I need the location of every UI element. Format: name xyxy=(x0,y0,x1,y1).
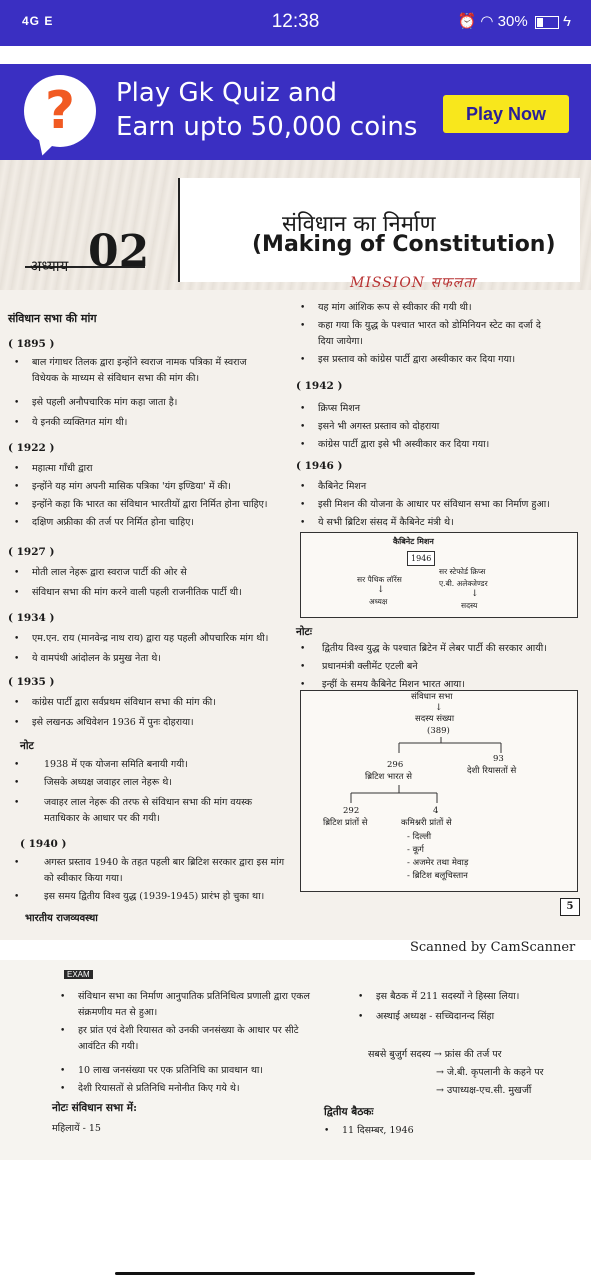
diagram-value: 292 xyxy=(343,806,360,816)
text-line: द्वितीय बैठकः xyxy=(324,1106,374,1118)
text-line: इन्हीं के समय कैबिनेट मिशन भारत आया। xyxy=(322,679,465,690)
text-line: दक्षिण अफ्रीका की तर्ज पर निर्मित होना चाहिए। xyxy=(32,517,195,528)
year-1895: ( 1895 ) xyxy=(8,338,55,350)
chapter-label: अध्याय xyxy=(30,257,69,275)
constituent-assembly-diagram: संविधान सभा ↓ सदस्य संख्या (389) 296 ब्रिटिश भारत से 93 देशी रियासतों से 292 ब्रिटिश प्रांतों से 4 कमिश्नरी प्रांतों से - दिल्ली - कूर्ग - अजमेर तथा मेवाड़ - ब्रिटिश बलूचिस्तान xyxy=(300,690,578,892)
charging-icon: ϟ xyxy=(563,13,571,30)
text-line: इन्होंने यह मांग अपनी मासिक पत्रिका 'यंग इण्डिया' में की। xyxy=(32,481,231,492)
title-hindi: संविधान का निर्माण xyxy=(282,212,436,237)
diagram-node: सर पैथिक लॉरेंस xyxy=(357,575,402,584)
text-line: इन्होंने कहा कि भारत का संविधान भारतीयों द्वारा निर्मित होना चाहिए। xyxy=(32,499,268,510)
text-line: कांग्रेस पार्टी द्वारा इसे भी अस्वीकार कर दिया गया। xyxy=(318,439,490,450)
text-line: इसी मिशन की योजना के आधार पर संविधान सभा का निर्माण हुआ। xyxy=(318,499,550,510)
text-line: सबसे बुजुर्ग सदस्य → फ्रांस की तर्ज पर xyxy=(368,1049,502,1060)
diagram-node: देशी रियासतों से xyxy=(467,766,517,776)
year-1935: ( 1935 ) xyxy=(8,676,55,688)
diagram-node: सर स्टेफोर्ड क्रिप्स xyxy=(439,567,486,576)
text-line: अस्थाई अध्यक्ष - सच्चिदानन्द सिंहा xyxy=(376,1011,495,1022)
year-1940: ( 1940 ) xyxy=(20,838,67,850)
mission-stamp: MISSION सफलता xyxy=(350,275,476,291)
scanned-page: अध्याय 02 संविधान का निर्माण (Making of Constitution) MISSION सफलता संविधान सभा की मांग ( 1895 ) • बाल गंगाधर तिलक द्वारा इन्होंने स्वराज नामक पत्रिका में स्वराज विधेयक के माध्यम से संविधान सभा की मांग की। • इसे पहली अनौपचारिक मांग कहा जाता है। • ये इनकी व्यक्तिगत मांग थी। ( 1922 ) • महात्मा गाँधी द्वारा • इन्होंने यह मांग अपनी मासिक पत्रिका 'यंग इण्डिया' में की। • इन्होंने कहा कि भारत का संविधान भारतीयों द्वारा निर्मित होना चाहिए। • दक्षिण अफ्रीका की तर्ज पर निर्मित होना चाहिए। ( 1927 ) • मोती लाल नेहरू द्वारा स्वराज पार्टी की ओर से • संविधान सभा की मांग करने वाली पहली राजनीतिक पार्टी थी। ( 1934 ) • एम.एन. राय (मानवेन्द्र नाथ राय) द्वारा यह पहली औपचारिक मांग थी। • ये वामपंथी आंदोलन के प्रमुख नेता थे। ( 1935 ) • कांग्रेस पार्टी द्वारा सर्वप्रथम संविधान सभा की मांग की। • इसे लखनऊ अधिवेशन 1936 में पुनः दोहराया। नोट • 1938 में एक योजना समिति बनायी गयी। • जिसके अध्यक्ष जवाहर लाल नेहरू थे। • जवाहर लाल नेहरू की तरफ से संविधान सभा की मांग वयस्क मताधिकार के आधार पर की गयी। ( 1940 ) • अगस्त प्रस्ताव 1940 के तहत पहली बार ब्रिटिश सरकार द्वारा इस मांग को स्वीकार किया गया। • इस समय द्वितीय विश्व युद्ध (1939-1945) प्रारंभ हो चुका था। भारतीय राजव्यवस्था • यह मांग आंशिक रूप से स्वीकार की गयी थी। • कहा गया कि युद्ध के पश्चात भारत को डोमिनियन स्टेट का दर्जा दे दिया जायेगा। • इस प्रस्ताव को कांग्रेस पार्टी द्वारा अस्वीकार कर दिया गया। ( 1942 ) • क्रिप्स मिशन • इसने भी अगस्त प्रस्ताव को दोहराया • कांग्रेस पार्टी द्वारा इसे भी अस्वीकार कर दिया गया। ( 1946 ) • कैबिनेट मिशन • इसी मिशन की योजना के आधार पर संविधान सभा का निर्माण हुआ। • ये सभी ब्रिटिश संसद में कैबिनेट मंत्री थे। कैबिनेट मिशन 1946 सर पैथिक लॉरेंस ↓ अध्यक्ष सर स्टेफोर्ड क्रिप्स ए.बी. अलेक्जेण्डर ↓ सदस्य नोटः • द्वितीय विश्व युद्ध के पश्चात ब्रिटेन में लेबर पार्टी की सरकार आयी। • प्रधानमंत्री क्लीमेंट एटली बने • इन्हीं के समय कैबिनेट मिशन भारत आया। संविधान सभा ↓ सदस्य संख्या (389) 296 ब्रिटिश भारत से 93 देशी रियासतों से 292 ब्रिटिश प्रांतों से 4 कमिश्नरी प्रांतों से - दिल्ली - कूर्ग - अजमेर तथा मेवाड़ - ब्रिटिश बलूचिस्तान 5 xyxy=(0,160,591,940)
text-line: बाल गंगाधर तिलक द्वारा इन्होंने स्वराज नामक पत्रिका में स्वराज xyxy=(32,357,247,368)
play-now-button[interactable]: Play Now xyxy=(443,95,569,133)
text-line: 10 लाख जनसंख्या पर एक प्रतिनिधि का प्रावधान था। xyxy=(78,1065,263,1076)
wifi-icon: ◠ xyxy=(480,13,494,30)
diagram-node: ब्रिटिश भारत से xyxy=(365,772,412,782)
text-line: आवंटित की गयी। xyxy=(78,1041,139,1052)
page-number: 5 xyxy=(560,898,580,916)
note-heading: नोटः xyxy=(296,626,312,638)
text-line: इसने भी अगस्त प्रस्ताव को दोहराया xyxy=(318,421,440,432)
text-line: कैबिनेट मिशन xyxy=(318,481,367,492)
title-english: (Making of Constitution) xyxy=(252,232,556,257)
diagram-value: 296 xyxy=(387,760,404,770)
text-line: यह मांग आंशिक रूप से स्वीकार की गयी थी। xyxy=(318,302,472,313)
diagram-node: ए.बी. अलेक्जेण्डर xyxy=(439,579,488,588)
chapter-header xyxy=(0,160,591,290)
diagram-title: संविधान सभा xyxy=(411,692,453,702)
diagram-item: - ब्रिटिश बलूचिस्तान xyxy=(407,871,468,881)
scanner-watermark: Scanned by CamScanner xyxy=(410,940,576,955)
text-line: संविधान सभा की मांग करने वाली पहली राजनीतिक पार्टी थी। xyxy=(32,587,242,598)
diagram-value: (389) xyxy=(427,726,450,736)
status-right xyxy=(458,12,571,30)
chapter-number: 02 xyxy=(88,226,150,277)
question-mark-icon: ? xyxy=(24,75,96,147)
diagram-node: सदस्य संख्या xyxy=(415,714,455,724)
text-line: 11 दिसम्बर, 1946 xyxy=(342,1125,414,1136)
text-line: → उपाध्यक्ष-एच.सी. मुखर्जी xyxy=(436,1085,532,1096)
text-line: को स्वीकार किया गया। xyxy=(44,873,123,884)
text-line: अगस्त प्रस्ताव 1940 के तहत पहली बार ब्रिटिश सरकार द्वारा इस मांग xyxy=(44,857,285,868)
year-1922: ( 1922 ) xyxy=(8,442,55,454)
text-line: जवाहर लाल नेहरू की तरफ से संविधान सभा की मांग वयस्क xyxy=(44,797,253,808)
text-line: इस बैठक में 211 सदस्यों ने हिस्सा लिया। xyxy=(376,991,520,1002)
text-line: संविधान सभा का निर्माण आनुपातिक प्रतिनिधित्व प्रणाली द्वारा एकल xyxy=(78,991,310,1002)
text-line: मोती लाल नेहरू द्वारा स्वराज पार्टी की ओर से xyxy=(32,567,187,578)
ad-line-2: Earn upto 50,000 coins xyxy=(116,112,418,142)
ad-text xyxy=(116,76,417,144)
year-1927: ( 1927 ) xyxy=(8,546,55,558)
text-line: एम.एन. राय (मानवेन्द्र नाथ राय) द्वारा यह पहली औपचारिक मांग थी। xyxy=(32,633,269,644)
diagram-item: - दिल्ली xyxy=(407,832,432,842)
diagram-item: - कूर्ग xyxy=(407,845,424,855)
diagram-node: अध्यक्ष xyxy=(369,597,388,606)
scanned-page-2: EXAM • संविधान सभा का निर्माण आनुपातिक प्रतिनिधित्व प्रणाली द्वारा एकल संक्रमणीय मत से हुआ। • हर प्रांत एवं देशी रियासत को उनकी जनसंख्या के आधार पर सीटे आवंटित की गयी। • 10 लाख जनसंख्या पर एक प्रतिनिधि का प्रावधान था। • देशी रियासतों से प्रतिनिधि मनोनीत किए गये थे। नोटः संविधान सभा में: महिलायें - 15 • इस बैठक में 211 सदस्यों ने हिस्सा लिया। • अस्थाई अध्यक्ष - सच्चिदानन्द सिंहा सबसे बुजुर्ग सदस्य → फ्रांस की तर्ज पर → जे.बी. कृपलानी के कहने पर → उपाध्यक्ष-एच.सी. मुखर्जी द्वितीय बैठकः • 11 दिसम्बर, 1946 xyxy=(0,960,591,1160)
text-line: 1938 में एक योजना समिति बनायी गयी। xyxy=(44,759,188,770)
cabinet-mission-diagram: कैबिनेट मिशन 1946 सर पैथिक लॉरेंस ↓ अध्यक्ष सर स्टेफोर्ड क्रिप्स ए.बी. अलेक्जेण्डर ↓ सदस्य xyxy=(300,532,578,618)
note-heading: नोट xyxy=(20,740,34,752)
status-bar xyxy=(0,0,591,46)
diagram-node: ब्रिटिश प्रांतों से xyxy=(323,818,368,828)
battery-percent: 30% xyxy=(497,13,528,30)
battery-icon xyxy=(535,16,559,29)
text-line: कहा गया कि युद्ध के पश्चात भारत को डोमिनियन स्टेट का दर्जा दे xyxy=(318,320,541,331)
diagram-node: कमिश्नरी प्रांतों से xyxy=(401,818,452,828)
diagram-item: - अजमेर तथा मेवाड़ xyxy=(407,858,469,868)
text-line: महात्मा गाँधी द्वारा xyxy=(32,463,93,474)
text-line: प्रधानमंत्री क्लीमेंट एटली बने xyxy=(322,661,418,672)
text-line: द्वितीय विश्व युद्ध के पश्चात ब्रिटेन में लेबर पार्टी की सरकार आयी। xyxy=(322,643,547,654)
text-line: क्रिप्स मिशन xyxy=(318,403,361,414)
text-line: ये वामपंथी आंदोलन के प्रमुख नेता थे। xyxy=(32,653,161,664)
diagram-title: कैबिनेट मिशन xyxy=(393,536,434,546)
diagram-value: 93 xyxy=(493,754,504,764)
text-line: संक्रमणीय मत से हुआ। xyxy=(78,1007,158,1018)
clock: 12:38 xyxy=(271,11,320,32)
text-line: जिसके अध्यक्ष जवाहर लाल नेहरू थे। xyxy=(44,777,172,788)
exam-tag: EXAM xyxy=(64,970,93,979)
text-line: दिया जायेगा। xyxy=(318,336,363,347)
text-line: इसे पहली अनौपचारिक मांग कहा जाता है। xyxy=(32,397,178,408)
text-line: कांग्रेस पार्टी द्वारा सर्वप्रथम संविधान सभा की मांग की। xyxy=(32,697,216,708)
text-line: मताधिकार के आधार पर की गयी। xyxy=(44,813,160,824)
ad-banner[interactable] xyxy=(0,64,591,160)
text-line: विधेयक के माध्यम से संविधान सभा की मांग की। xyxy=(32,373,200,384)
text-line: → जे.बी. कृपलानी के कहने पर xyxy=(436,1067,544,1078)
text-line: ये सभी ब्रिटिश संसद में कैबिनेट मंत्री थे। xyxy=(318,517,454,528)
diagram-year: 1946 xyxy=(407,551,435,566)
home-gesture-bar[interactable] xyxy=(115,1272,475,1275)
page-footer: भारतीय राजव्यवस्था xyxy=(25,913,98,924)
ad-line-1: Play Gk Quiz and xyxy=(116,78,337,108)
diagram-value: 4 xyxy=(433,806,439,816)
text-line: हर प्रांत एवं देशी रियासत को उनकी जनसंख्या के आधार पर सीटे xyxy=(78,1025,299,1036)
text-line: इसे लखनऊ अधिवेशन 1936 में पुनः दोहराया। xyxy=(32,717,194,728)
note-heading: नोटः संविधान सभा में: xyxy=(52,1102,137,1114)
year-1934: ( 1934 ) xyxy=(8,612,55,624)
text-line: इस प्रस्ताव को कांग्रेस पार्टी द्वारा अस्वीकार कर दिया गया। xyxy=(318,354,516,365)
section-heading: संविधान सभा की मांग xyxy=(8,312,97,325)
text-line: महिलायें - 15 xyxy=(52,1123,101,1134)
alarm-icon: ⏰ xyxy=(457,13,477,30)
text-line: देशी रियासतों से प्रतिनिधि मनोनीत किए गये थे। xyxy=(78,1083,240,1094)
year-1942: ( 1942 ) xyxy=(296,380,343,392)
text-line: इस समय द्वितीय विश्व युद्ध (1939-1945) प्रारंभ हो चुका था। xyxy=(44,891,265,902)
text-line: ये इनकी व्यक्तिगत मांग थी। xyxy=(32,417,128,428)
diagram-node: सदस्य xyxy=(461,601,478,610)
signal-indicator: 4G E xyxy=(22,14,54,28)
year-1946: ( 1946 ) xyxy=(296,460,343,472)
